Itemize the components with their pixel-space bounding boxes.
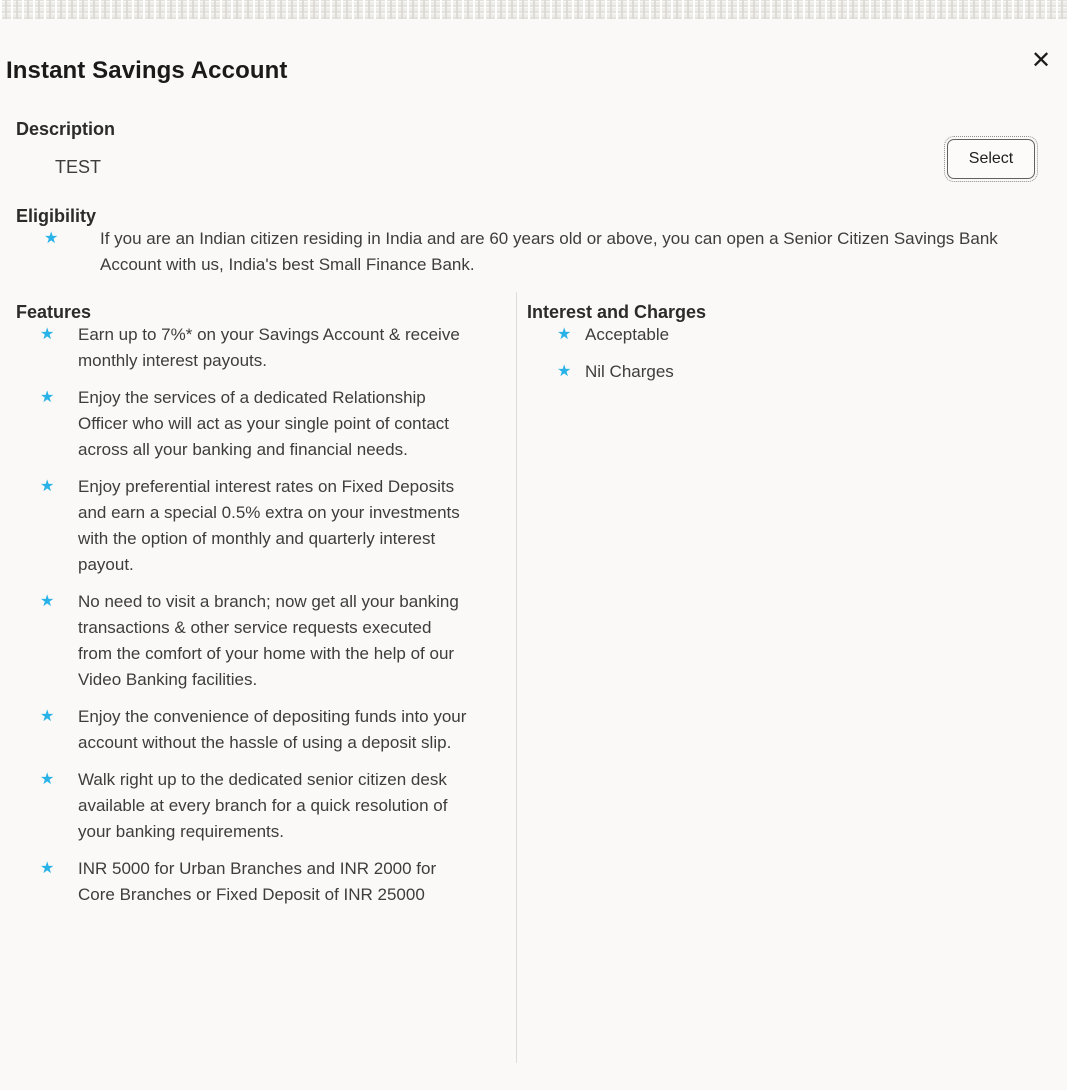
page-background-texture: [0, 0, 1067, 19]
eligibility-item: [0, 226, 1067, 278]
star-bullet-icon: ★: [40, 478, 55, 495]
interest-charges-item: [527, 322, 1067, 348]
eligibility-list: [0, 226, 1067, 278]
interest-charges-column: [517, 292, 1067, 1063]
star-bullet-icon: ★: [557, 326, 572, 343]
modal-title: Instant Savings Account: [6, 57, 288, 84]
interest-charges-heading: Interest and Charges: [527, 302, 707, 322]
star-bullet-icon: ★: [40, 860, 55, 877]
features-heading: Features: [16, 302, 92, 322]
description-heading: Description: [16, 119, 116, 139]
feature-item: [0, 322, 516, 374]
feature-item-text: Earn up to 7%* on your Savings Account & receive monthly interest payouts.: [78, 325, 460, 370]
star-bullet-icon: ★: [40, 771, 55, 788]
feature-item: [0, 385, 516, 463]
interest-charges-list: [527, 322, 1067, 385]
feature-item: [0, 704, 516, 756]
features-column: [0, 292, 517, 1063]
feature-item-text: Enjoy the services of a dedicated Relationship Officer who will act as your single point of contact across all your banking and financial needs.: [78, 388, 450, 459]
star-bullet-icon: ★: [40, 708, 55, 725]
details-columns: [0, 292, 1067, 1063]
feature-item: [0, 589, 516, 693]
star-bullet-icon: ★: [40, 326, 55, 343]
star-bullet-icon: ★: [557, 363, 572, 380]
feature-item-text: Enjoy the convenience of depositing funds into your account without the hassle of using a deposit slip.: [78, 707, 467, 752]
star-bullet-icon: ★: [40, 389, 55, 406]
feature-item-text: No need to visit a branch; now get all your banking transactions & other service requests executed from the comfort of your home with the help of our Video Banking facilities.: [78, 592, 459, 689]
eligibility-heading: Eligibility: [16, 206, 97, 226]
feature-item: [0, 767, 516, 845]
feature-item-text: Walk right up to the dedicated senior citizen desk available at every branch for a quick resolution of your banking requirements.: [78, 770, 448, 841]
eligibility-item-text: If you are an Indian citizen residing in India and are 60 years old or above, you can open a Senior Citizen Savings Bank Account with us, India's best Small Finance Bank.: [100, 229, 998, 274]
feature-item-text: Enjoy preferential interest rates on Fixed Deposits and earn a special 0.5% extra on your investments with the option of monthly and quarterly interest payout.: [78, 477, 460, 574]
product-details-modal: [0, 19, 1067, 1090]
star-bullet-icon: ★: [44, 230, 59, 247]
feature-item: [0, 474, 516, 578]
interest-charges-item-text: Nil Charges: [585, 362, 674, 381]
star-bullet-icon: ★: [40, 593, 55, 610]
features-list: [0, 322, 516, 908]
interest-charges-item: [527, 359, 1067, 385]
close-icon[interactable]: ✕: [1023, 46, 1059, 76]
select-button[interactable]: Select: [947, 139, 1035, 179]
feature-item-text: INR 5000 for Urban Branches and INR 2000 for Core Branches or Fixed Deposit of INR 25000: [78, 859, 437, 904]
description-value: TEST: [55, 157, 102, 177]
interest-charges-item-text: Acceptable: [585, 325, 670, 344]
feature-item: [0, 856, 516, 908]
